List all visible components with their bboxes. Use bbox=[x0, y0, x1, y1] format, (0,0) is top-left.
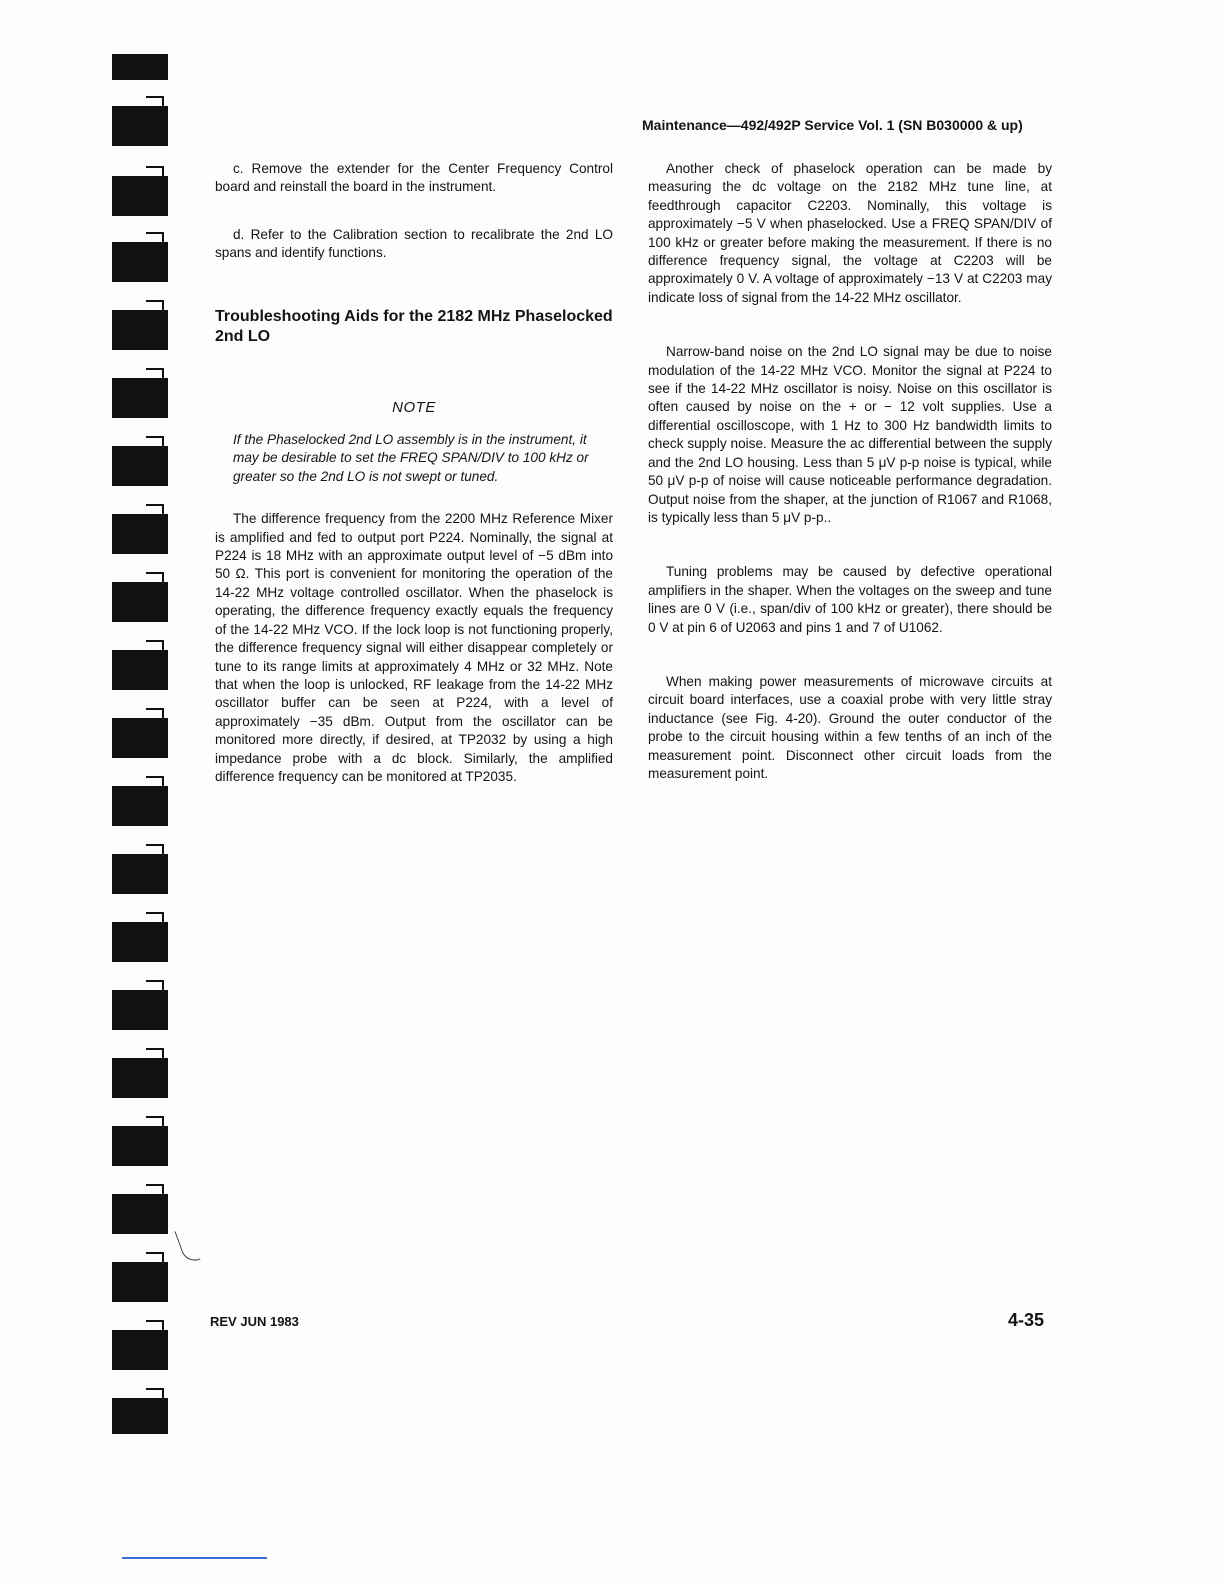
binding-tab bbox=[112, 1262, 168, 1302]
binding-tab bbox=[112, 1126, 168, 1166]
step-c: c. Remove the extender for the Center Frequency Control board and reinstall the board in the instrument. bbox=[215, 161, 613, 195]
binding-tab bbox=[112, 718, 168, 758]
difference-frequency-paragraph: The difference frequency from the 2200 MHz Reference Mixer is amplified and fed to output port P224. Nominally, the signal at P224 is 18 MHz with an approximate output level of −5 dBm into 50 Ω. This port is convenient for monitoring the operation of the 14-22 MHz voltage controlled oscillator. When the phaselock is operating, the difference frequency exactly equals the frequency of the 14-22 MHz VCO. If the lock loop is not functioning properly, the difference frequency signal will either disappear completely or tune to its range limits at approximately 4 MHz or 32 MHz. Note that when the loop is unlocked, RF leakage from the 14-22 MHz oscillator buffer can be seen at P224, with a level of approximately −35 dBm. Output from the oscillator can be monitored more directly, if desired, at TP2032 by using a high impedance probe with a dc block. Similarly, the amplified difference frequency can be monitored at TP2035. bbox=[215, 511, 613, 784]
revision-date: REV JUN 1983 bbox=[210, 1314, 299, 1329]
binding-tab bbox=[112, 1330, 168, 1370]
step-d: d. Refer to the Calibration section to recalibrate the 2nd LO spans and identify functions. bbox=[215, 226, 613, 261]
phaselock-check-paragraph: Another check of phaselock operation can be made by measuring the dc voltage on the 2182 MHz tune line, at feedthrough capacitor C2203. Nominally, this voltage is approximately −5 V when phaselocked. Use a FREQ SPAN/DIV of 100 kHz or greater before making the measurement. If there is no difference frequency signal, the voltage at C2203 will be approximately 0 V. A voltage of approximately −13 V at C2203 may indicate loss of signal from the 14-22 MHz oscillator. bbox=[648, 161, 1052, 305]
scan-mark bbox=[174, 1226, 200, 1264]
binding-tab bbox=[112, 1194, 168, 1234]
binding-tab bbox=[112, 514, 168, 554]
binding-tab bbox=[112, 582, 168, 622]
binding-tab bbox=[112, 786, 168, 826]
binding-tab bbox=[112, 54, 168, 80]
note-title: NOTE bbox=[392, 398, 436, 416]
running-head: Maintenance—492/492P Service Vol. 1 (SN B030000 & up) bbox=[642, 117, 1023, 133]
binding-tab bbox=[112, 242, 168, 282]
binding-tab bbox=[112, 1398, 168, 1434]
section-heading: Troubleshooting Aids for the 2182 MHz Phaselocked 2nd LO bbox=[215, 307, 613, 345]
binding-tab-strip bbox=[108, 52, 172, 1452]
binding-tab bbox=[112, 990, 168, 1030]
binding-tab bbox=[112, 446, 168, 486]
tuning-problems-paragraph: Tuning problems may be caused by defective operational amplifiers in the shaper. When the voltages on the sweep and tune lines are 0 V (i.e., span/div of 100 kHz or greater), there should be 0 V at pin 6 of U2063 and pins 1 and 7 of U1062. bbox=[648, 564, 1052, 635]
note-body: If the Phaselocked 2nd LO assembly is in the instrument, it may be desirable to set the FREQ SPAN/DIV to 100 kHz or greater so the 2nd LO is not swept or tuned. bbox=[233, 432, 589, 484]
binding-tab bbox=[112, 922, 168, 962]
binding-tab bbox=[112, 310, 168, 350]
narrow-band-noise-paragraph: Narrow-band noise on the 2nd LO signal may be due to noise modulation of the 14-22 MHz VCO. Monitor the signal at P224 to see if the 14-22 MHz oscillator is noisy. Noise on this oscillator is often caused by noise on the + or − 12 volt supplies. Use a differential oscilloscope, with 1 Hz to 300 Hz bandwidth limits to check supply noise. Measure the ac differential between the supply and the 2nd LO housing. Less than 5 μV p-p noise is typical, while 50 μV p-p of noise will cause noticeable performance degradation. Output noise from the shaper, at the junction of R1067 and R1068, is typically less than 5 μV p-p.. bbox=[648, 344, 1052, 525]
binding-tab bbox=[112, 1058, 168, 1098]
binding-tab bbox=[112, 650, 168, 690]
binding-tab bbox=[112, 176, 168, 216]
right-column bbox=[648, 160, 1052, 783]
binding-tab bbox=[112, 106, 168, 146]
bottom-rule bbox=[122, 1557, 267, 1559]
page-number: 4-35 bbox=[1008, 1310, 1045, 1330]
binding-tab bbox=[112, 378, 168, 418]
binding-tab bbox=[112, 854, 168, 894]
left-column bbox=[215, 160, 613, 786]
power-measurement-paragraph: When making power measurements of microwave circuits at circuit board interfaces, use a coaxial probe with very little stray inductance (see Fig. 4-20). Ground the outer conductor of the probe to the circuit housing within a few tenths of an inch of the measurement point. Disconnect other circuit loads from the measurement point. bbox=[648, 673, 1052, 781]
